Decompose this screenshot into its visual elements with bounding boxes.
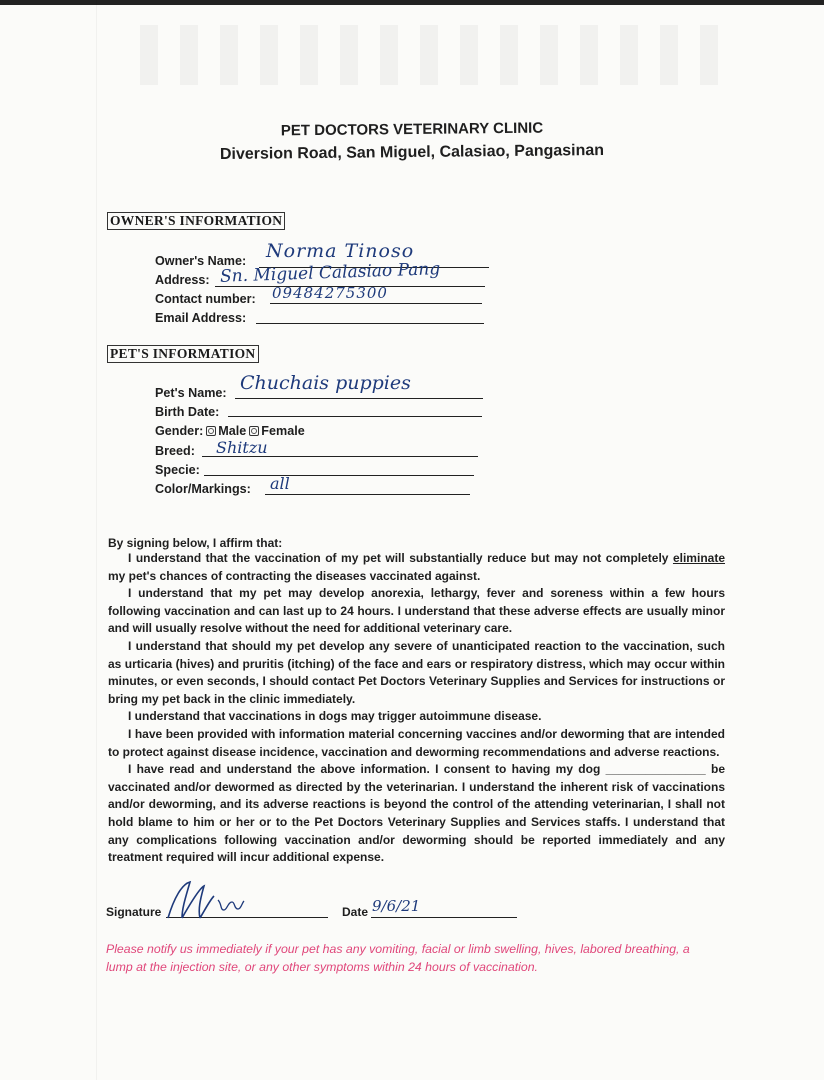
email-label: Email Address: [155,311,247,325]
color-markings-label: Color/Markings: [155,482,251,496]
clinic-name: PET DOCTORS VETERINARY CLINIC [280,119,544,140]
birth-date-line[interactable] [228,416,482,417]
scan-top-edge [0,0,824,5]
agreement-p2: I understand that my pet may develop anorexia, lethargy, fever and soreness within a few hours following vaccination and can last up to 24 hours. I understand that these adverse effects are usually minor and will usually resolve without the need for additional veterinary care. [108,586,725,636]
pet-name-label: Pet's Name: [155,386,227,400]
pet-section-title: PET'S INFORMATION [107,345,259,363]
address-value: Sn. Miguel Calasiao Pang [219,259,441,287]
agreement-p1-underlined: eliminate [672,551,725,565]
agreement-p1-end: my pet's chances of contracting the diseases vaccinated against. [108,568,481,583]
male-checkbox[interactable] [206,426,216,436]
signature-label: Signature [106,905,162,919]
date-value: 9/6/21 [372,897,421,915]
agreement-p3: I understand that should my pet develop any severe of unanticipated reaction to the vaccination, such as urticaria (hives) and pruritis (itching) of the face and ears or respiratory distress, which may occur within minutes, or even seconds, I should contact Pet Doctors Veterinary Supplies and Services for instructions or bring my pet back in the clinic immediately. [108,638,725,706]
agreement-p6: I have read and understand the above information. I consent to having my dog _______________ be vaccinated and/or dewormed as directed by the veterinarian. I understand the inherent risk of vaccinations and/or deworming, and its adverse reactions is beyond the control of the attending veterinarian, I shall not hold blame to him or her or to the Pet Doctors Veterinary Supplies and Services staffs. I understand that any complications following vaccination and/or deworming should be reported immediately and any treatment required will incur additional expense. [108,762,725,865]
breed-value: Shitzu [216,438,268,457]
address-label: Address: [155,273,210,287]
gender-label: Gender: [155,424,204,438]
female-option-label: Female [261,424,305,438]
female-checkbox[interactable] [249,426,259,436]
owner-name-label: Owner's Name: [155,254,247,268]
bleed-through-shadow [140,25,740,85]
agreement-p1 [108,550,725,585]
clinic-address: Diversion Road, San Miguel, Calasiao, Pangasinan [219,141,605,164]
pet-name-value: Chuchais puppies [240,372,411,394]
owner-section-title: OWNER'S INFORMATION [107,212,285,230]
male-option-label: Male [218,424,247,438]
breed-label: Breed: [155,444,195,458]
agreement-text [108,550,725,867]
birth-date-label: Birth Date: [155,405,220,419]
gender-row [155,424,305,438]
email-line[interactable] [256,323,484,324]
specie-label: Specie: [155,463,200,477]
date-line[interactable] [371,917,517,918]
date-label: Date [342,905,369,919]
color-markings-line[interactable] [265,494,470,495]
agreement-p5: I have been provided with information material concerning vaccines and/or deworming that are intended to protect against disease incidence, vaccination and deworming recommendations and adverse reactions. [108,726,725,759]
pet-name-line[interactable] [235,398,483,399]
contact-line[interactable] [270,303,482,304]
notice-text: Please notify us immediately if your pet has any vomiting, facial or limb swelling, hives, labored breathing, a lump at the injection site, or any other symptoms within 24 hours of vaccination. [106,942,690,974]
signature-scribble [160,878,270,926]
contact-value: 09484275300 [272,284,388,302]
specie-line[interactable] [204,475,474,476]
agreement-p1-start: I understand that the vaccination of my pet will substantially reduce but may not completely [128,551,673,565]
contact-label: Contact number: [155,292,256,306]
owner-name-value: Norma Tinoso [266,240,415,262]
agreement-p4: I understand that vaccinations in dogs may trigger autoimmune disease. [128,709,542,724]
color-markings-value: all [270,474,290,493]
affirm-intro: By signing below, I affirm that: [108,536,283,550]
